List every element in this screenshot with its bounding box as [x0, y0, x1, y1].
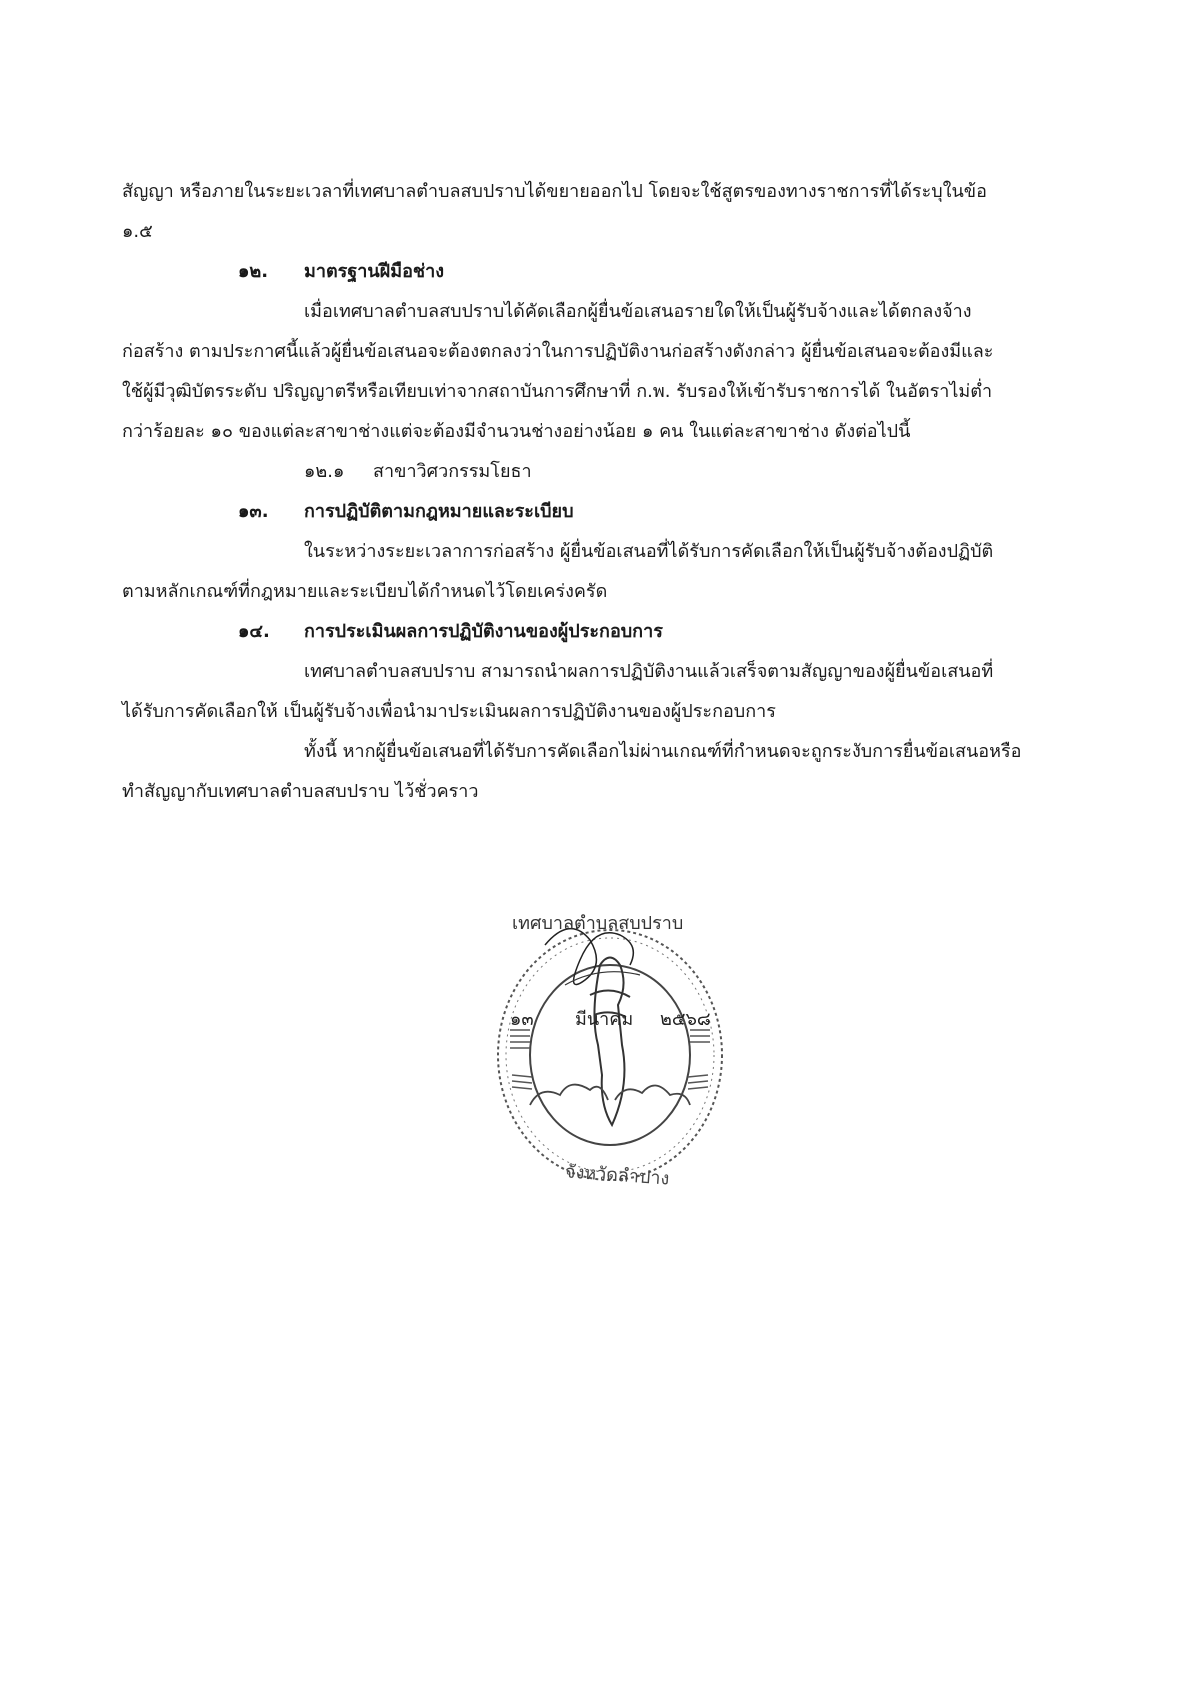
section-13-number: ๑๓. [238, 501, 269, 522]
stamp-day: ๑๓ [510, 1009, 534, 1030]
stamp-year: ๒๕๖๘ [660, 1009, 711, 1030]
section-13-heading [238, 498, 574, 526]
section-14-title: การประเมินผลการปฏิบัติงานของผู้ประกอบการ [304, 621, 663, 642]
stamp-header-text: เทศบาลตำบลสบปราบ [512, 913, 684, 934]
section-12-number: ๑๒. [238, 261, 269, 282]
stamp-province-text: จังหวัดลำปาง [564, 1161, 671, 1190]
section-12-heading [238, 258, 444, 286]
section-14-heading [238, 618, 663, 646]
section-14-para2-line-1: ทั้งนี้ หากผู้ยื่นข้อเสนอที่ได้รับการคัดเลือกไม่ผ่านเกณฑ์ที่กำหนดจะถูกระงับการยื่นข้อเสนอหรือ [304, 741, 1022, 762]
section-14-para-line-2: ได้รับการคัดเลือกให้ เป็นผู้รับจ้างเพื่อนำมาประเมินผลการปฏิบัติงานของผู้ประกอบการ [122, 701, 776, 722]
seal-icon [490, 905, 730, 1195]
section-13-para-line-2: ตามหลักเกณฑ์ที่กฎหมายและระเบียบได้กำหนดไว้โดยเคร่งครัด [122, 581, 608, 602]
section-14-para-line-1: เทศบาลตำบลสบปราบ สามารถนำผลการปฏิบัติงานแล้วเสร็จตามสัญญาของผู้ยื่นข้อเสนอที่ [304, 661, 994, 682]
section-14-number: ๑๔. [238, 621, 270, 642]
section-14-para2-line-2: ทำสัญญากับเทศบาลตำบลสบปราบ ไว้ชั่วคราว [122, 781, 479, 802]
section-12-sub-item: ๑๒.๑ สาขาวิศวกรรมโยธา [304, 461, 532, 482]
stamp-month: มีนาคม [575, 1009, 634, 1030]
section-12-para-line-3: ใช้ผู้มีวุฒิบัตรระดับ ปริญญาตรีหรือเทียบเท่าจากสถาบันการศึกษาที่ ก.พ. รับรองให้เข้ารับราชการได้ ในอัตราไม่ต่ำ [122, 381, 993, 402]
section-13-para-line-1: ในระหว่างระยะเวลาการก่อสร้าง ผู้ยื่นข้อเสนอที่ได้รับการคัดเลือกให้เป็นผู้รับจ้างต้องปฏิบัติ [304, 541, 994, 562]
section-12-para-line-4: กว่าร้อยละ ๑๐ ของแต่ละสาขาช่างแต่จะต้องมีจำนวนช่างอย่างน้อย ๑ คน ในแต่ละสาขาช่าง ดังต่อไปนี้ [122, 421, 911, 442]
continuation-line-1: สัญญา หรือภายในระยะเวลาที่เทศบาลตำบลสบปราบได้ขยายออกไป โดยจะใช้สูตรของทางราชการที่ได้ระบุในข้อ [122, 181, 987, 202]
section-12-para-line-1: เมื่อเทศบาลตำบลสบปราบได้คัดเลือกผู้ยื่นข้อเสนอรายใดให้เป็นผู้รับจ้างและได้ตกลงจ้าง [304, 301, 972, 322]
continuation-line-2: ๑.๕ [122, 221, 153, 242]
section-12-para-line-2: ก่อสร้าง ตามประกาศนี้แล้วผู้ยื่นข้อเสนอจะต้องตกลงว่าในการปฏิบัติงานก่อสร้างดังกล่าว ผู้ยื่นข้อเสนอจะต้องมีและ [122, 341, 994, 362]
section-13-title: การปฏิบัติตามกฎหมายและระเบียบ [304, 501, 574, 522]
section-12-title: มาตรฐานฝีมือช่าง [304, 261, 445, 282]
